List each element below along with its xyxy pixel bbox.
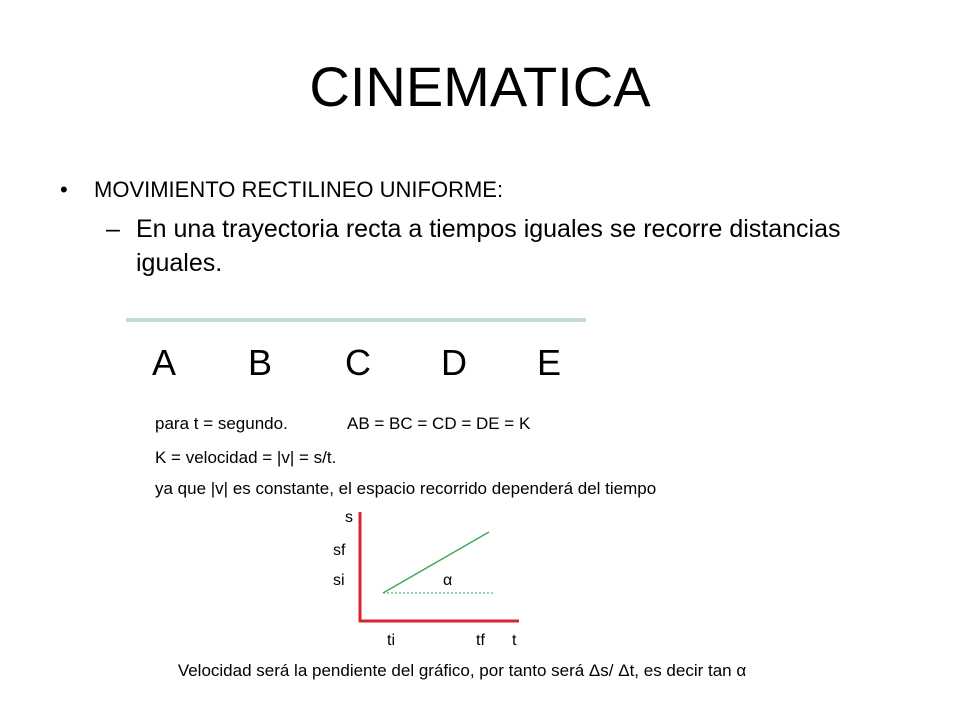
note-constant-velocity: ya que |v| es constante, el espacio recorrido dependerá del tiempo bbox=[155, 479, 657, 498]
ti-label: ti bbox=[387, 632, 395, 649]
note-velocity-definition: K = velocidad = |v| = s/t. bbox=[155, 448, 337, 467]
note-equal-segments: AB = BC = CD = DE = K bbox=[347, 414, 531, 433]
slope-line bbox=[383, 532, 489, 593]
bullet-marker: • bbox=[60, 177, 68, 202]
note-time-unit: para t = segundo. bbox=[155, 414, 288, 433]
sf-label: sf bbox=[333, 542, 346, 559]
point-label-c: C bbox=[345, 342, 371, 383]
point-label-b: B bbox=[248, 342, 273, 383]
angle-alpha-label: α bbox=[443, 572, 453, 589]
footer-conclusion: Velocidad será la pendiente del gráfico, por tanto será Δs/ Δt, es decir tan α bbox=[177, 661, 747, 680]
point-label-a: A bbox=[152, 342, 177, 383]
y-axis-label: s bbox=[345, 509, 353, 526]
sub-bullet-line-2: iguales. bbox=[136, 249, 223, 277]
point-label-d: D bbox=[441, 342, 467, 383]
slide-title: CINEMATICA bbox=[309, 55, 651, 118]
sub-bullet-line-1: En una trayectoria recta a tiempos iguales se recorre distancias bbox=[136, 215, 841, 243]
bullet-heading: MOVIMIENTO RECTILINEO UNIFORME: bbox=[94, 177, 504, 202]
tf-label: tf bbox=[476, 632, 485, 649]
si-label: si bbox=[333, 572, 345, 589]
sub-bullet-marker: – bbox=[106, 215, 120, 243]
x-axis-label: t bbox=[512, 632, 517, 649]
point-label-e: E bbox=[537, 342, 562, 383]
